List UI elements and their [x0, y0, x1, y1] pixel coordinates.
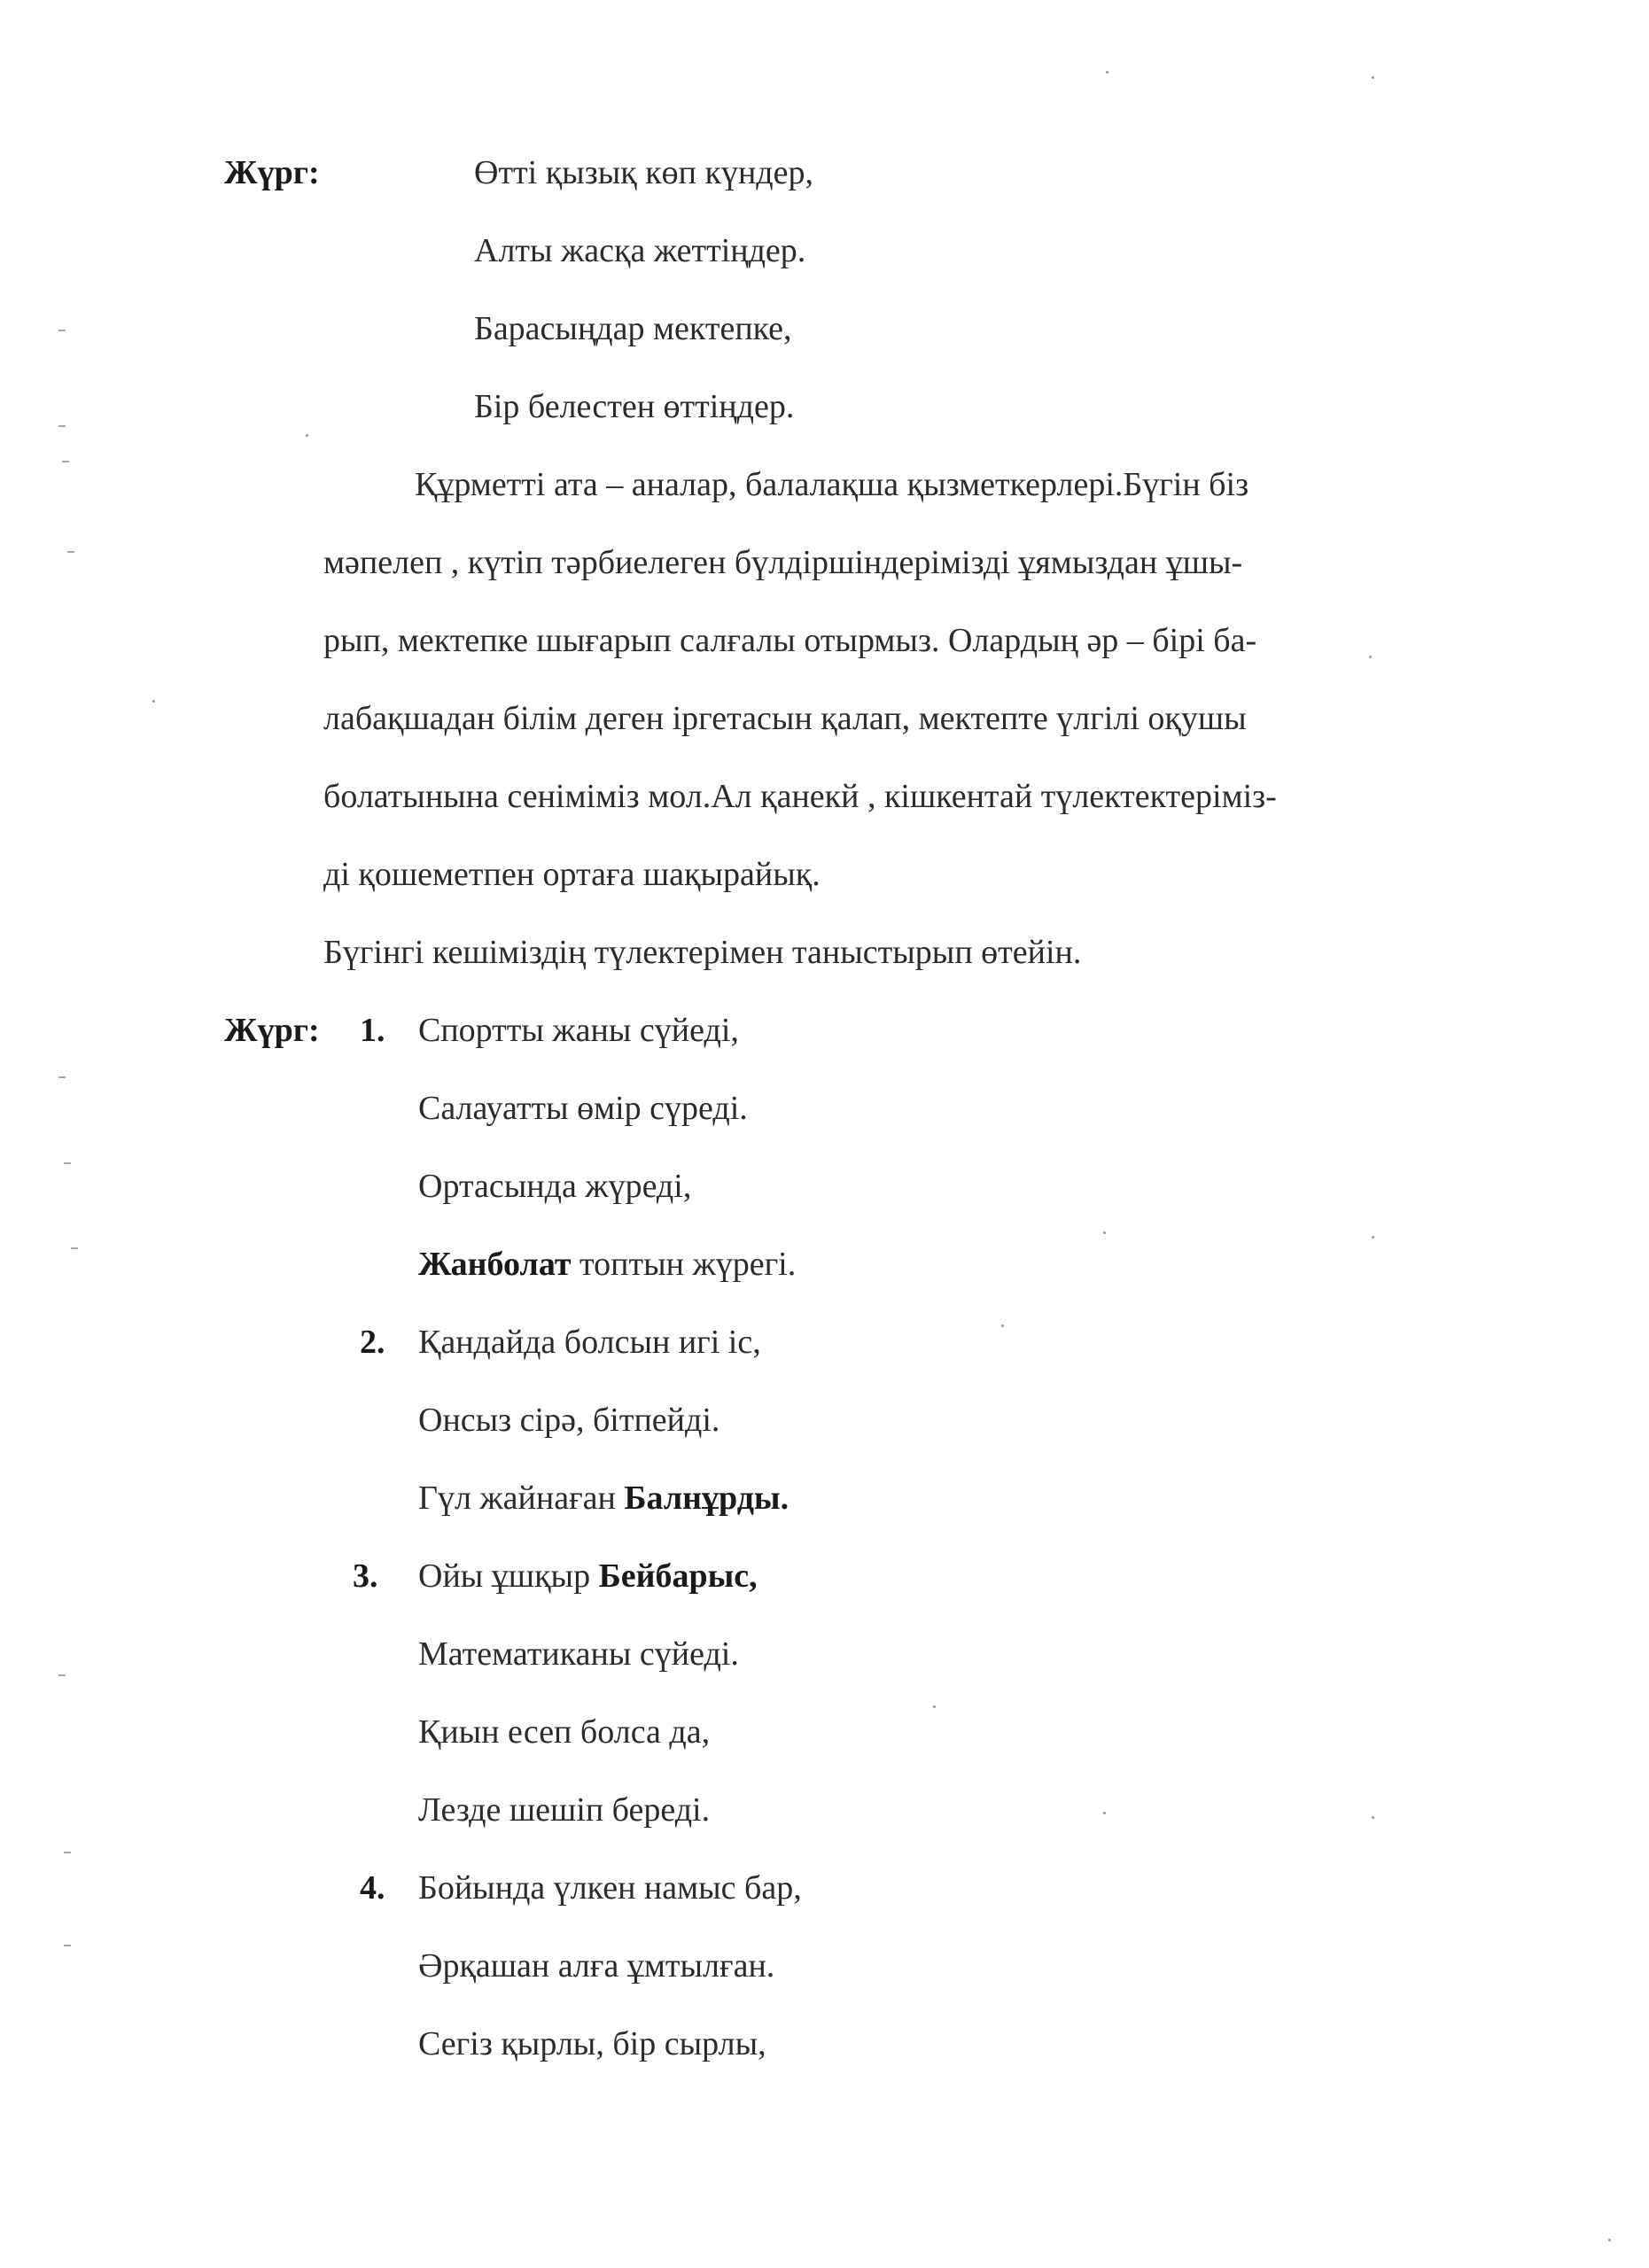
poem-line: Барасыңдар мектепке,: [474, 310, 792, 347]
verse-line: [418, 1481, 789, 1515]
scan-dash: [58, 330, 66, 331]
verse-line: Қиын есеп болса да,: [418, 1713, 711, 1751]
verse-line: Лезде шешіп береді.: [418, 1791, 711, 1829]
graduate-name: Балнұрды.: [624, 1480, 789, 1517]
scan-speck: [1372, 1816, 1374, 1819]
scan-dash: [64, 1162, 71, 1164]
scan-speck: [1372, 76, 1374, 79]
scan-dash: [62, 461, 69, 462]
verse-line-text: Ойы ұшқыр: [418, 1557, 599, 1595]
speech-line: мәпелеп , күтіп тәрбиелеген бүлдіршіндерімізді ұямыздан ұшы-: [323, 544, 1243, 581]
graduate-name: Жанболат: [418, 1246, 572, 1283]
scan-speck: [306, 434, 308, 437]
verse-number: 2.: [360, 1324, 385, 1361]
scan-dash: [64, 1945, 71, 1946]
scan-dash: [58, 425, 66, 427]
speech-line: Бүгінгі кешіміздің түлектерімен таныстырып өтейін.: [323, 934, 1082, 971]
scan-speck: [1103, 1231, 1106, 1234]
scan-speck: [1369, 656, 1372, 658]
verse-line: Әрқашан алға ұмтылған.: [418, 1947, 775, 1984]
verse-line: Ортасында жүреді,: [418, 1168, 692, 1205]
scan-dash: [67, 551, 74, 553]
speech-line: рып, мектепке шығарып салғалы отырмыз. Олардың әр – бірі ба-: [323, 622, 1257, 659]
verse-line: Спортты жаны сүйеді,: [418, 1012, 739, 1049]
scan-dash: [58, 1674, 66, 1676]
scan-dash: [58, 1076, 66, 1078]
verse-line: Сегіз қырлы, бір сырлы,: [418, 2025, 766, 2062]
scan-speck: [1001, 1324, 1004, 1327]
verse-line: Онсыз сірә, бітпейді.: [418, 1402, 720, 1439]
speech-line: лабақшадан білім деген іргетасын қалап, мектепте үлгілі оқушы: [323, 700, 1247, 737]
speech-line: болатынына сеніміміз мол.Ал қанекй , кішкентай түлектектеріміз-: [323, 778, 1277, 815]
verse-line: [418, 1559, 758, 1593]
verse-number: 3.: [353, 1557, 378, 1595]
speech-line: Құрметті ата – аналар, балалақша қызметкерлері.Бүгін біз: [415, 466, 1249, 503]
verse-line: [418, 1247, 796, 1281]
verse-line: Математиканы сүйеді.: [418, 1635, 739, 1673]
scan-speck: [1103, 1812, 1106, 1814]
scan-dash: [64, 1852, 71, 1853]
graduate-name: Бейбарыс,: [598, 1557, 758, 1595]
verse-number: 4.: [360, 1869, 385, 1907]
verse-line: Бойында үлкен намыс бар,: [418, 1869, 802, 1907]
poem-line: Өтті қызық көп күндер,: [474, 154, 814, 191]
poem-line: Бір белестен өттіңдер.: [474, 388, 795, 425]
speaker-label: Жүрг:: [224, 154, 320, 191]
scan-speck: [1106, 71, 1108, 74]
scan-speck: [1372, 1236, 1374, 1239]
speaker-label: Жүрг:: [224, 1012, 320, 1049]
verse-line-text: топтын жүрегі.: [571, 1246, 797, 1283]
scan-dash: [71, 1247, 78, 1249]
scan-speck: [933, 1705, 936, 1708]
scan-speck: [1608, 2239, 1611, 2241]
verse-number: 1.: [360, 1012, 385, 1049]
speech-line: ді қошеметпен ортаға шақырайық.: [323, 856, 821, 893]
scan-speck: [152, 700, 155, 703]
poem-line: Алты жасқа жеттіңдер.: [474, 232, 806, 269]
verse-line: Қандайда болсын игі іс,: [418, 1324, 761, 1361]
verse-line-text: Гүл жайнаған: [418, 1480, 625, 1517]
verse-line: Салауатты өмір сүреді.: [418, 1090, 748, 1127]
